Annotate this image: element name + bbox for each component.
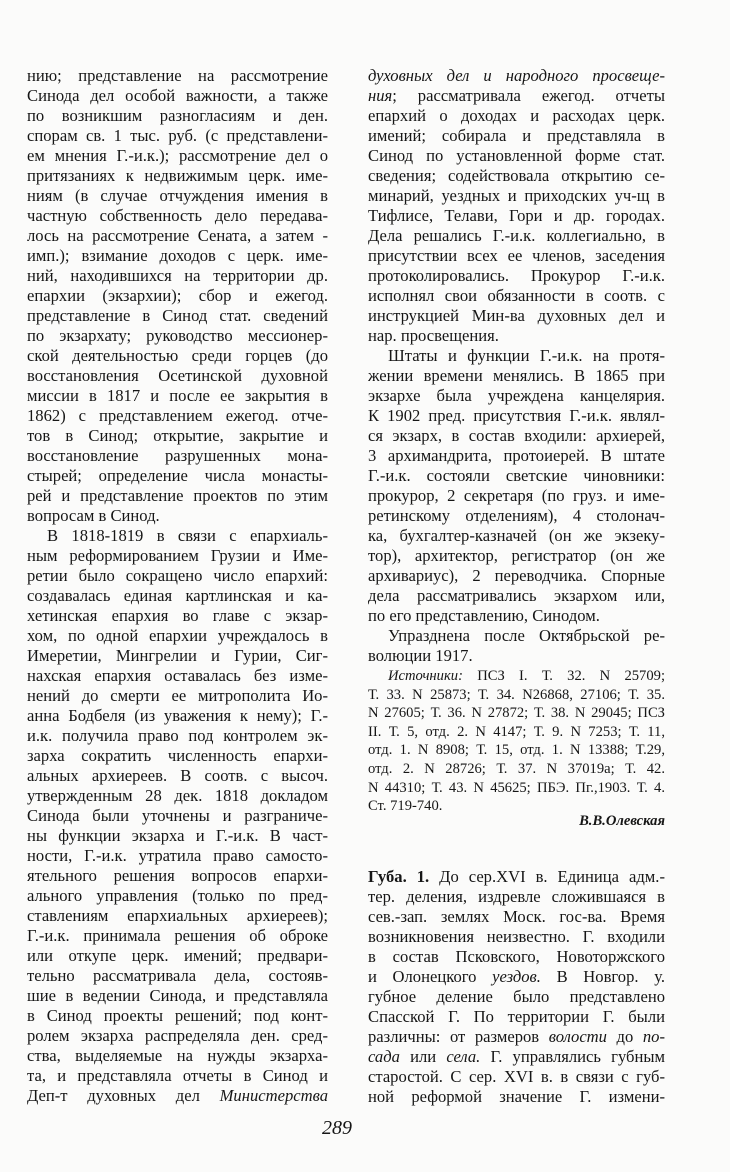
- text-line: [27, 86, 328, 106]
- text-segment: ; рассматривала ежегод. отчеты: [392, 86, 665, 105]
- text-segment: архивариус), 2 переводчика. Спорные: [368, 566, 665, 585]
- text-segment: спорам св. 1 тыс. руб. (с представлени-: [27, 126, 328, 145]
- text-line: [27, 226, 328, 246]
- text-line: [368, 366, 665, 386]
- text-line: [368, 446, 665, 466]
- text-segment: ний, находившихся на территории др.: [27, 266, 328, 285]
- text-line: [27, 286, 328, 306]
- text-line: [368, 86, 665, 106]
- text-segment: стырей; определение числа монасты-: [27, 466, 328, 485]
- text-segment: инструкцией Мин-ва духовных дел и: [368, 306, 665, 325]
- text-segment: или откупе церк. имений; предвари-: [27, 946, 328, 965]
- text-segment: Тифлисе, Телави, Гори и др. городах.: [368, 206, 665, 225]
- text-line: [368, 526, 665, 546]
- text-line: [27, 766, 328, 786]
- italic-text: ния: [368, 86, 393, 105]
- text-line: [27, 166, 328, 186]
- text-line: [27, 666, 328, 686]
- text-segment: восстановления Осетинской духовной: [27, 366, 328, 385]
- text-line: [368, 779, 665, 798]
- text-line: [27, 686, 328, 706]
- text-segment: утвержденным 28 дек. 1818 докладом: [27, 786, 328, 805]
- text-segment: создавалась единая картлинская и ка-: [27, 586, 328, 605]
- text-line: [27, 566, 328, 586]
- text-segment: ставлениям епархиальных архиереев);: [27, 906, 328, 925]
- text-line: [27, 466, 328, 486]
- text-line: [368, 586, 665, 606]
- text-line: [368, 741, 665, 760]
- text-segment: епархии (экзархии); сбор и ежегод.: [27, 286, 328, 305]
- text-segment: возникновения неизвестно. Г. входили: [368, 927, 665, 946]
- text-line: [27, 726, 328, 746]
- text-line: [368, 927, 665, 947]
- text-line: [368, 967, 665, 987]
- text-line: [27, 606, 328, 626]
- text-line: [27, 406, 328, 426]
- text-segment: представление в Синод стат. сведений: [27, 306, 328, 325]
- text-segment: ретинскому отделениям), 4 столонач-: [368, 506, 665, 525]
- text-segment: N 44310; Т. 43. N 45625; ПБЭ. Пг.,1903. Т. 4.: [368, 779, 665, 796]
- text-line: [368, 546, 665, 566]
- text-segment: ПСЗ I. Т. 32. N 25709;: [462, 668, 665, 684]
- text-line: [27, 1066, 328, 1086]
- text-segment: ным реформированием Грузии и Име-: [27, 546, 328, 565]
- text-segment: ся экзарх, в состав входили: архиерей,: [368, 426, 665, 445]
- text-segment: по его представлению, Синодом.: [368, 606, 600, 625]
- text-line: [27, 1086, 328, 1106]
- italic-text: сада: [368, 1047, 400, 1066]
- text-segment: вопросам в Синод.: [27, 506, 160, 525]
- text-line: [368, 626, 665, 646]
- text-line: [27, 786, 328, 806]
- text-segment: ка, бухгалтер-казначей (он же экзеку-: [368, 526, 665, 545]
- text-segment: в Синод проекты решений; под конт-: [27, 1006, 328, 1025]
- text-line: [27, 66, 328, 86]
- text-segment: Дела решались Г.-и.к. коллегиально, в: [368, 226, 665, 245]
- text-segment: волюции 1917.: [368, 646, 473, 665]
- text-line: [368, 760, 665, 779]
- text-line: [27, 506, 328, 526]
- text-segment: Синод по установленной форме стат.: [368, 146, 665, 165]
- text-segment: ятельного решения вопросов епархи-: [27, 866, 328, 885]
- text-line: [368, 887, 665, 907]
- text-segment: нию; представление на рассмотрение: [27, 66, 328, 85]
- text-segment: отд. 1. N 8908; Т. 15, отд. 1. N 13388; Т.29,: [368, 742, 665, 759]
- text-segment: та, и представляла отчеты в Синод и: [27, 1066, 328, 1085]
- text-segment: Синода были уточнены и разграниче-: [27, 806, 328, 825]
- text-segment: минарий, уездных и приходских уч-щ в: [368, 186, 665, 205]
- text-segment: В Новгор. у.: [540, 967, 665, 986]
- text-segment: Г.-и.к. состояли светские чиновники:: [368, 466, 665, 485]
- text-segment: старостой. С сер. XVI в. в связи с губ-: [368, 1067, 665, 1086]
- text-line: [27, 946, 328, 966]
- text-segment: ального управления (только по пред-: [27, 886, 328, 905]
- text-segment: экзархе была учреждена канцелярия.: [368, 386, 665, 405]
- text-line: [27, 966, 328, 986]
- text-line: [368, 506, 665, 526]
- bold-heading: Губа. 1.: [368, 867, 430, 886]
- text-segment: губное деление было представлено: [368, 987, 665, 1006]
- text-line: [27, 626, 328, 646]
- text-line: [368, 1007, 665, 1027]
- text-line: [27, 986, 328, 1006]
- text-segment: Деп-т духовных дел: [27, 1086, 220, 1105]
- text-line: [368, 346, 665, 366]
- text-segment: Синода дел особой важности, а также: [27, 86, 328, 105]
- text-line: [27, 106, 328, 126]
- text-line: [27, 846, 328, 866]
- text-line: [27, 706, 328, 726]
- text-segment: хом, по одной епархии учреждалось в: [27, 626, 328, 645]
- text-line: [27, 586, 328, 606]
- text-segment: Спасской Г. По территории Г. были: [368, 1007, 665, 1026]
- text-line: [27, 446, 328, 466]
- text-segment: дела рассматривались экзархом или,: [368, 586, 665, 605]
- text-segment: частную собственность дело передава-: [27, 206, 328, 225]
- text-segment: К 1902 пред. присутствия Г.-и.к. являл-: [368, 406, 665, 425]
- text-line: [368, 566, 665, 586]
- text-segment: имений; собирала и представляла в: [368, 126, 665, 145]
- text-segment: ны функции экзарха и Г.-и.к. В част-: [27, 826, 328, 845]
- text-line: [27, 246, 328, 266]
- text-segment: ной реформой значение Г. измени-: [368, 1087, 665, 1106]
- text-segment: исполнял свои обязанности в соотв. с: [368, 286, 665, 305]
- text-line: [368, 686, 665, 705]
- text-segment: протоколировались. Прокурор Г.-и.к.: [368, 266, 665, 285]
- text-line: [27, 206, 328, 226]
- text-segment: зарха сократить численность епархи-: [27, 746, 328, 765]
- text-line: [368, 1047, 665, 1067]
- text-segment: рей и представление проектов по этим: [27, 486, 328, 505]
- italic-text: волости: [548, 1027, 607, 1046]
- text-segment: ниям (в случае отчуждения имения в: [27, 186, 328, 205]
- left-column: [27, 66, 328, 1106]
- text-segment: Упразднена после Октябрьской ре-: [388, 626, 665, 645]
- text-segment: ской деятельностью среди горцев (до: [27, 346, 328, 365]
- text-line: [368, 246, 665, 266]
- text-line: [27, 366, 328, 386]
- text-segment: присутствии всех ее членов, заседения: [368, 246, 665, 265]
- text-line: [27, 546, 328, 566]
- text-line: [368, 266, 665, 286]
- text-line: [368, 66, 665, 86]
- text-line: [368, 1087, 665, 1107]
- text-segment: восстановление разрушенных мона-: [27, 446, 328, 465]
- text-line: [368, 166, 665, 186]
- text-segment: шие в ведении Синода, и представляла: [27, 986, 328, 1005]
- text-line: [368, 186, 665, 206]
- text-segment: ности, Г.-и.к. утратила право самосто-: [27, 846, 328, 865]
- text-segment: тер. деления, издревле сложившаяся в: [368, 887, 665, 906]
- text-line: [368, 606, 665, 626]
- text-line: [368, 1067, 665, 1087]
- italic-text: Источники:: [388, 668, 463, 684]
- italic-text: села.: [446, 1047, 481, 1066]
- text-line: [368, 486, 665, 506]
- italic-text: духовных дел и народного просвеще-: [368, 66, 665, 85]
- text-line: [27, 306, 328, 326]
- text-segment: Штаты и функции Г.-и.к. на протя-: [388, 346, 665, 365]
- text-line: [27, 326, 328, 346]
- text-line: [368, 867, 665, 887]
- text-line: [27, 866, 328, 886]
- text-segment: прокурор, 2 секретаря (по груз. и име-: [368, 486, 665, 505]
- text-segment: имп.); взимание доходов с церк. име-: [27, 246, 328, 265]
- text-segment: жении времени менялись. В 1865 при: [368, 366, 665, 385]
- text-segment: тельно рассматривала дела, состояв-: [27, 966, 328, 985]
- text-segment: или: [399, 1047, 447, 1066]
- text-segment: различны: от размеров: [368, 1027, 549, 1046]
- text-segment: Г. управлялись губным: [480, 1047, 665, 1066]
- italic-text: Министерства: [219, 1086, 328, 1105]
- text-segment: Ст. 719-740.: [368, 798, 443, 815]
- text-line: [27, 1006, 328, 1026]
- text-segment: альных архиереев. В соотв. с высоч.: [27, 766, 328, 785]
- text-line: [368, 667, 665, 686]
- text-line: [27, 186, 328, 206]
- text-line: [368, 426, 665, 446]
- text-line: [27, 646, 328, 666]
- text-segment: нахская епархия оставалась без изме-: [27, 666, 328, 685]
- page-number: 289: [322, 1117, 352, 1139]
- text-segment: нар. просвещения.: [368, 326, 499, 345]
- text-line: [368, 106, 665, 126]
- text-segment: миссии в 1817 и после ее закрытия в: [27, 386, 328, 405]
- text-line: [368, 286, 665, 306]
- text-line: [368, 466, 665, 486]
- text-segment: хетинская епархия во главе с экзар-: [27, 606, 328, 625]
- text-line: [368, 723, 665, 742]
- text-segment: II. Т. 5, отд. 2. N 4147; Т. 9. N 7253; Т. 11,: [368, 723, 665, 740]
- right-column-main-text: [368, 66, 665, 666]
- text-line: [27, 386, 328, 406]
- text-line: [368, 1027, 665, 1047]
- text-line: [27, 906, 328, 926]
- text-segment: Т. 33. N 25873; Т. 34. N26868, 27106; Т. 35.: [368, 686, 665, 703]
- text-line: [27, 426, 328, 446]
- text-line: [368, 146, 665, 166]
- text-segment: до: [606, 1027, 643, 1046]
- text-line: [27, 1046, 328, 1066]
- text-segment: по экзархату; руководство мессионер-: [27, 326, 328, 345]
- text-line: [368, 907, 665, 927]
- text-segment: Имеретии, Мингрелии и Гурии, Сиг-: [27, 646, 328, 665]
- text-segment: тов в Синод; открытие, закрытие и: [27, 426, 328, 445]
- text-line: [368, 126, 665, 146]
- text-line: [27, 146, 328, 166]
- text-segment: по возникшим разногласиям и ден.: [27, 106, 328, 125]
- text-segment: тор), архитектор, регистратор (он же: [368, 546, 665, 565]
- text-line: [368, 326, 665, 346]
- text-line: [27, 746, 328, 766]
- text-segment: 3 архимандрита, протоиерей. В штате: [368, 446, 665, 465]
- italic-text: уездов.: [492, 967, 541, 986]
- text-line: [27, 526, 328, 546]
- entry-guba: [368, 867, 665, 1107]
- text-segment: нений до смерти ее митрополита Ио-: [27, 686, 328, 705]
- text-segment: анна Бодбеля (из уважения к нему); Г.-: [27, 706, 328, 725]
- text-segment: N 27605; Т. 36. N 27872; Т. 38. N 29045; ПСЗ: [368, 705, 665, 722]
- text-segment: сев.-зап. землях Моск. гос-ва. Время: [368, 907, 665, 926]
- text-line: [27, 826, 328, 846]
- text-segment: и Олонецкого: [368, 967, 493, 986]
- italic-text: по-: [642, 1027, 665, 1046]
- text-line: [368, 646, 665, 666]
- text-line: [368, 226, 665, 246]
- text-line: [368, 386, 665, 406]
- text-segment: До сер.XVI в. Единица адм.-: [429, 867, 665, 886]
- text-line: [368, 406, 665, 426]
- text-line: [368, 947, 665, 967]
- text-line: [27, 126, 328, 146]
- text-segment: и.к. получила право под контролем эк-: [27, 726, 328, 745]
- text-segment: ролем экзарха распределяла ден. сред-: [27, 1026, 328, 1045]
- text-segment: ем мнения Г.-и.к.); рассмотрение дел о: [27, 146, 328, 165]
- text-line: [368, 306, 665, 326]
- text-segment: ства, выделяемые на нужды экзарха-: [27, 1046, 328, 1065]
- text-segment: лось на рассмотрение Сената, а затем -: [27, 226, 328, 245]
- text-segment: отд. 2. N 28726; Т. 37. N 37019а; Т. 42.: [368, 760, 665, 777]
- text-segment: в состав Псковского, Новоторжского: [368, 947, 665, 966]
- text-segment: сведения; содействовала открытию се-: [368, 166, 665, 185]
- text-segment: притязаниях к недвижимым церк. име-: [27, 166, 328, 185]
- sources-list: [368, 667, 665, 816]
- text-line: [27, 486, 328, 506]
- text-segment: ретии было сокращено число епархий:: [27, 566, 328, 585]
- text-line: [27, 1026, 328, 1046]
- text-segment: 1862) с представлением ежегод. отче-: [27, 406, 328, 425]
- text-line: [368, 206, 665, 226]
- text-line: [27, 346, 328, 366]
- text-segment: В 1818-1819 в связи с епархиаль-: [47, 526, 328, 545]
- text-line: [27, 266, 328, 286]
- text-segment: епархий о доходах и расходах церк.: [368, 106, 665, 125]
- author-signature: В.В.Олевская: [579, 813, 665, 829]
- text-line: [368, 704, 665, 723]
- text-segment: Г.-и.к. принимала решения об оброке: [27, 926, 328, 945]
- text-line: [27, 886, 328, 906]
- text-line: [27, 806, 328, 826]
- text-line: [27, 926, 328, 946]
- text-line: [368, 987, 665, 1007]
